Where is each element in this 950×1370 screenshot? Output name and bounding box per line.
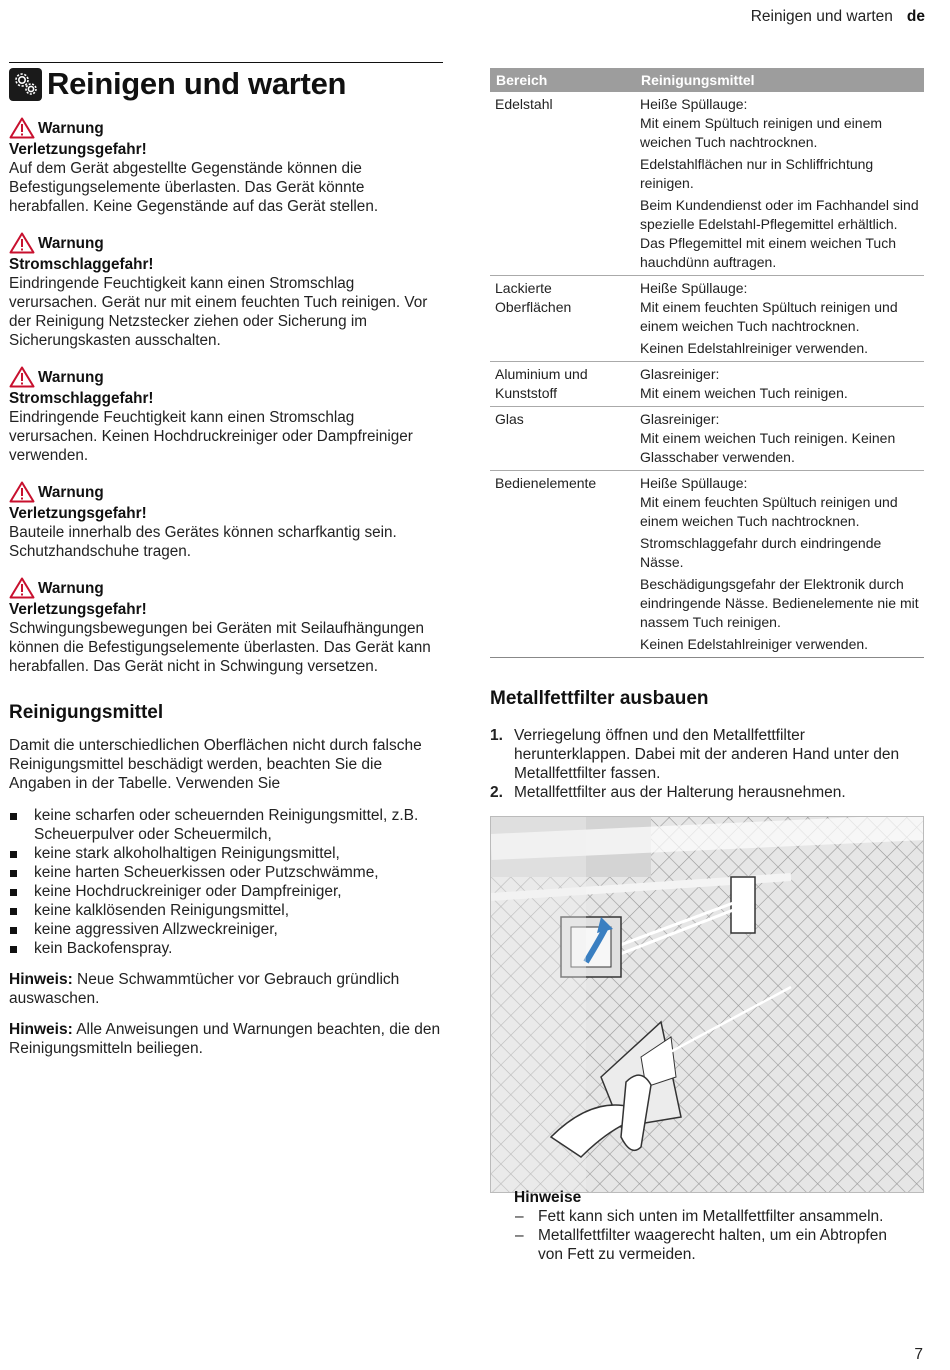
table-row (490, 362, 924, 407)
cleaning-agents-heading: Reinigungsmittel (9, 702, 164, 723)
cell-agent-line: Glasreiniger: (640, 411, 720, 427)
warning-head (9, 116, 443, 140)
warning-block (9, 231, 443, 350)
cell-agent-line: Mit einem weichen Tuch reinigen. (640, 385, 848, 401)
bullet-item: keine aggressiven Allzweckreiniger, (9, 920, 443, 939)
cleaning-notes (9, 970, 443, 1058)
page-title-row (9, 62, 443, 102)
warning-title: Stromschlaggefahr! (9, 256, 154, 273)
column-header-area: Bereich (490, 68, 635, 92)
cell-area: Glas (490, 407, 635, 471)
hint-item: – Metallfettfilter waagerecht halten, um ein Abtropfen von Fett zu vermeiden. (514, 1226, 909, 1264)
warning-text: Schwingungsbewegungen bei Geräten mit Seilaufhängungen können die Befestigungselemente überlasten. Das Gerät kann herabfallen. Das Gerät nicht in Schwingung versetzen. (9, 620, 431, 675)
running-header (751, 8, 925, 26)
warning-head (9, 480, 443, 504)
note (9, 1020, 443, 1058)
bullet-item: kein Backofenspray. (9, 939, 443, 958)
warning-triangle-icon (9, 577, 35, 599)
cleaning-agents-bullets (9, 806, 443, 958)
step-item (490, 726, 924, 783)
column-header-agent: Reinigungsmittel (635, 68, 924, 92)
cell-agent-line: Mit einem weichen Tuch reinigen. Keinen Glasschaber verwenden. (640, 430, 896, 465)
cell-agent-line: Edelstahlflächen nur in Schliffrichtung reinigen. (640, 156, 874, 191)
bullet-item: keine scharfen oder scheuernden Reinigungsmittel, z.B. Scheuerpulver oder Scheuermilch, (9, 806, 443, 844)
warning-label: Warnung (38, 368, 104, 386)
warning-head (9, 231, 443, 255)
warning-head (9, 576, 443, 600)
note-label: Hinweis: (9, 1021, 73, 1038)
warning-title: Verletzungsgefahr! (9, 505, 147, 522)
warning-triangle-icon (9, 366, 35, 388)
step-text: Metallfettfilter aus der Halterung herausnehmen. (514, 784, 846, 801)
warning-block (9, 480, 443, 561)
cell-agent-line: Beschädigungsgefahr der Elektronik durch eindringende Nässe. Bedienelemente nie mit nassem Tuch reinigen. (640, 576, 919, 630)
warning-label: Warnung (38, 234, 104, 252)
warning-title: Verletzungsgefahr! (9, 141, 147, 158)
warning-title: Verletzungsgefahr! (9, 601, 147, 618)
bullet-item: keine stark alkoholhaltigen Reinigungsmittel, (9, 844, 443, 863)
warning-label: Warnung (38, 119, 104, 137)
cell-agent-line: Keinen Edelstahlreiniger verwenden. (640, 636, 869, 652)
warning-block (9, 576, 443, 676)
cell-agent (635, 92, 924, 276)
cell-agent-line: Mit einem feuchten Spültuch reinigen und einem weichen Tuch nachtrocknen. (640, 299, 898, 334)
note (9, 970, 443, 1008)
hint-item: – Fett kann sich unten im Metallfettfilter ansammeln. (514, 1207, 909, 1226)
note-text: Alle Anweisungen und Warnungen beachten, die den Reinigungsmitteln beiliegen. (9, 1021, 441, 1057)
table-row (490, 471, 924, 658)
step-number: 2. (490, 784, 503, 801)
cell-area: Aluminium und Kunststoff (490, 362, 635, 407)
warning-text: Bauteile innerhalb des Gerätes können scharfkantig sein. Schutzhandschuhe tragen. (9, 524, 397, 560)
cleaning-agents-intro: Damit die unterschiedlichen Oberflächen nicht durch falsche Reinigungsmittel beschädigt werden, beachten Sie die Angaben in der Tabelle. Verwenden Sie (9, 737, 422, 792)
warning-triangle-icon (9, 481, 35, 503)
bullet-item: keine harten Scheuerkissen oder Putzschwämme, (9, 863, 443, 882)
warning-label: Warnung (38, 579, 104, 597)
table-row (490, 407, 924, 471)
cell-agent (635, 407, 924, 471)
cleaning-table (490, 68, 924, 658)
cell-agent-line: Mit einem feuchten Spültuch reinigen und einem weichen Tuch nachtrocknen. (640, 494, 898, 529)
cell-agent-line: Beim Kundendienst oder im Fachhandel sind spezielle Edelstahl-Pflegemittel erhältlich. Das Pflegemittel mit einem weichen Tuch hauchdünn auftragen. (640, 197, 919, 270)
cell-agent (635, 276, 924, 362)
warning-text: Eindringende Feuchtigkeit kann einen Stromschlag verursachen. Gerät nur mit einem feuchten Tuch reinigen. Vor der Reinigung Netzstecker ziehen oder Sicherung im Sicherungskasten ausschalten. (9, 275, 428, 349)
cleaning-table-body (490, 92, 924, 658)
warning-head (9, 365, 443, 389)
filter-removal-steps (490, 726, 924, 802)
cell-area: Edelstahl (490, 92, 635, 276)
page-title: Reinigen und warten (47, 66, 347, 101)
warning-block (9, 116, 443, 216)
warnings-list (9, 116, 443, 676)
warning-text: Auf dem Gerät abgestellte Gegenstände können die Befestigungselemente überlasten. Das Gerät könnte herabfallen. Keine Gegenstände auf das Gerät stellen. (9, 160, 379, 215)
filter-removal-illustration (490, 816, 924, 1193)
warning-text: Eindringende Feuchtigkeit kann einen Stromschlag verursachen. Keinen Hochdruckreiniger oder Dampfreiniger verwenden. (9, 409, 413, 464)
warning-block (9, 365, 443, 465)
running-header-title: Reinigen und warten (750, 8, 893, 25)
step-item (490, 783, 924, 802)
page-number: 7 (914, 1346, 923, 1363)
step-number: 1. (490, 727, 503, 744)
cell-agent-line: Heiße Spüllauge: (640, 96, 748, 112)
hints-title: Hinweise (514, 1189, 582, 1206)
cell-agent-line: Stromschlaggefahr durch eindringende Nässe. (640, 535, 882, 570)
cell-agent-line: Keinen Edelstahlreiniger verwenden. (640, 340, 869, 356)
language-code: de (906, 8, 925, 25)
hints-box (514, 1188, 909, 1264)
warning-triangle-icon (9, 232, 35, 254)
maintenance-gears-icon (9, 68, 42, 101)
table-row (490, 92, 924, 276)
filter-removal-heading: Metallfettfilter ausbauen (490, 688, 709, 709)
table-row (490, 276, 924, 362)
cell-agent-line: Heiße Spüllauge: (640, 280, 748, 296)
cleaning-table-header (490, 68, 924, 92)
step-text: Verriegelung öffnen und den Metallfettfilter herunterklappen. Dabei mit der anderen Hand unter den Metallfettfilter fassen. (514, 727, 900, 782)
hints-list (514, 1207, 909, 1264)
right-column (490, 68, 924, 1193)
left-column (9, 62, 443, 1058)
cell-agent (635, 471, 924, 658)
warning-label: Warnung (38, 483, 104, 501)
note-text: Neue Schwammtücher vor Gebrauch gründlich auswaschen. (9, 971, 400, 1007)
cell-agent-line: Heiße Spüllauge: (640, 475, 748, 491)
cell-agent (635, 362, 924, 407)
cell-agent-line: Glasreiniger: (640, 366, 720, 382)
cell-area: Bedienelemente (490, 471, 635, 658)
note-label: Hinweis: (9, 971, 73, 988)
cell-agent-line: Mit einem Spültuch reinigen und einem weichen Tuch nachtrocknen. (640, 115, 883, 150)
bullet-item: keine kalklösenden Reinigungsmittel, (9, 901, 443, 920)
warning-triangle-icon (9, 117, 35, 139)
cell-area: Lackierte Oberflächen (490, 276, 635, 362)
bullet-item: keine Hochdruckreiniger oder Dampfreiniger, (9, 882, 443, 901)
warning-title: Stromschlaggefahr! (9, 390, 154, 407)
